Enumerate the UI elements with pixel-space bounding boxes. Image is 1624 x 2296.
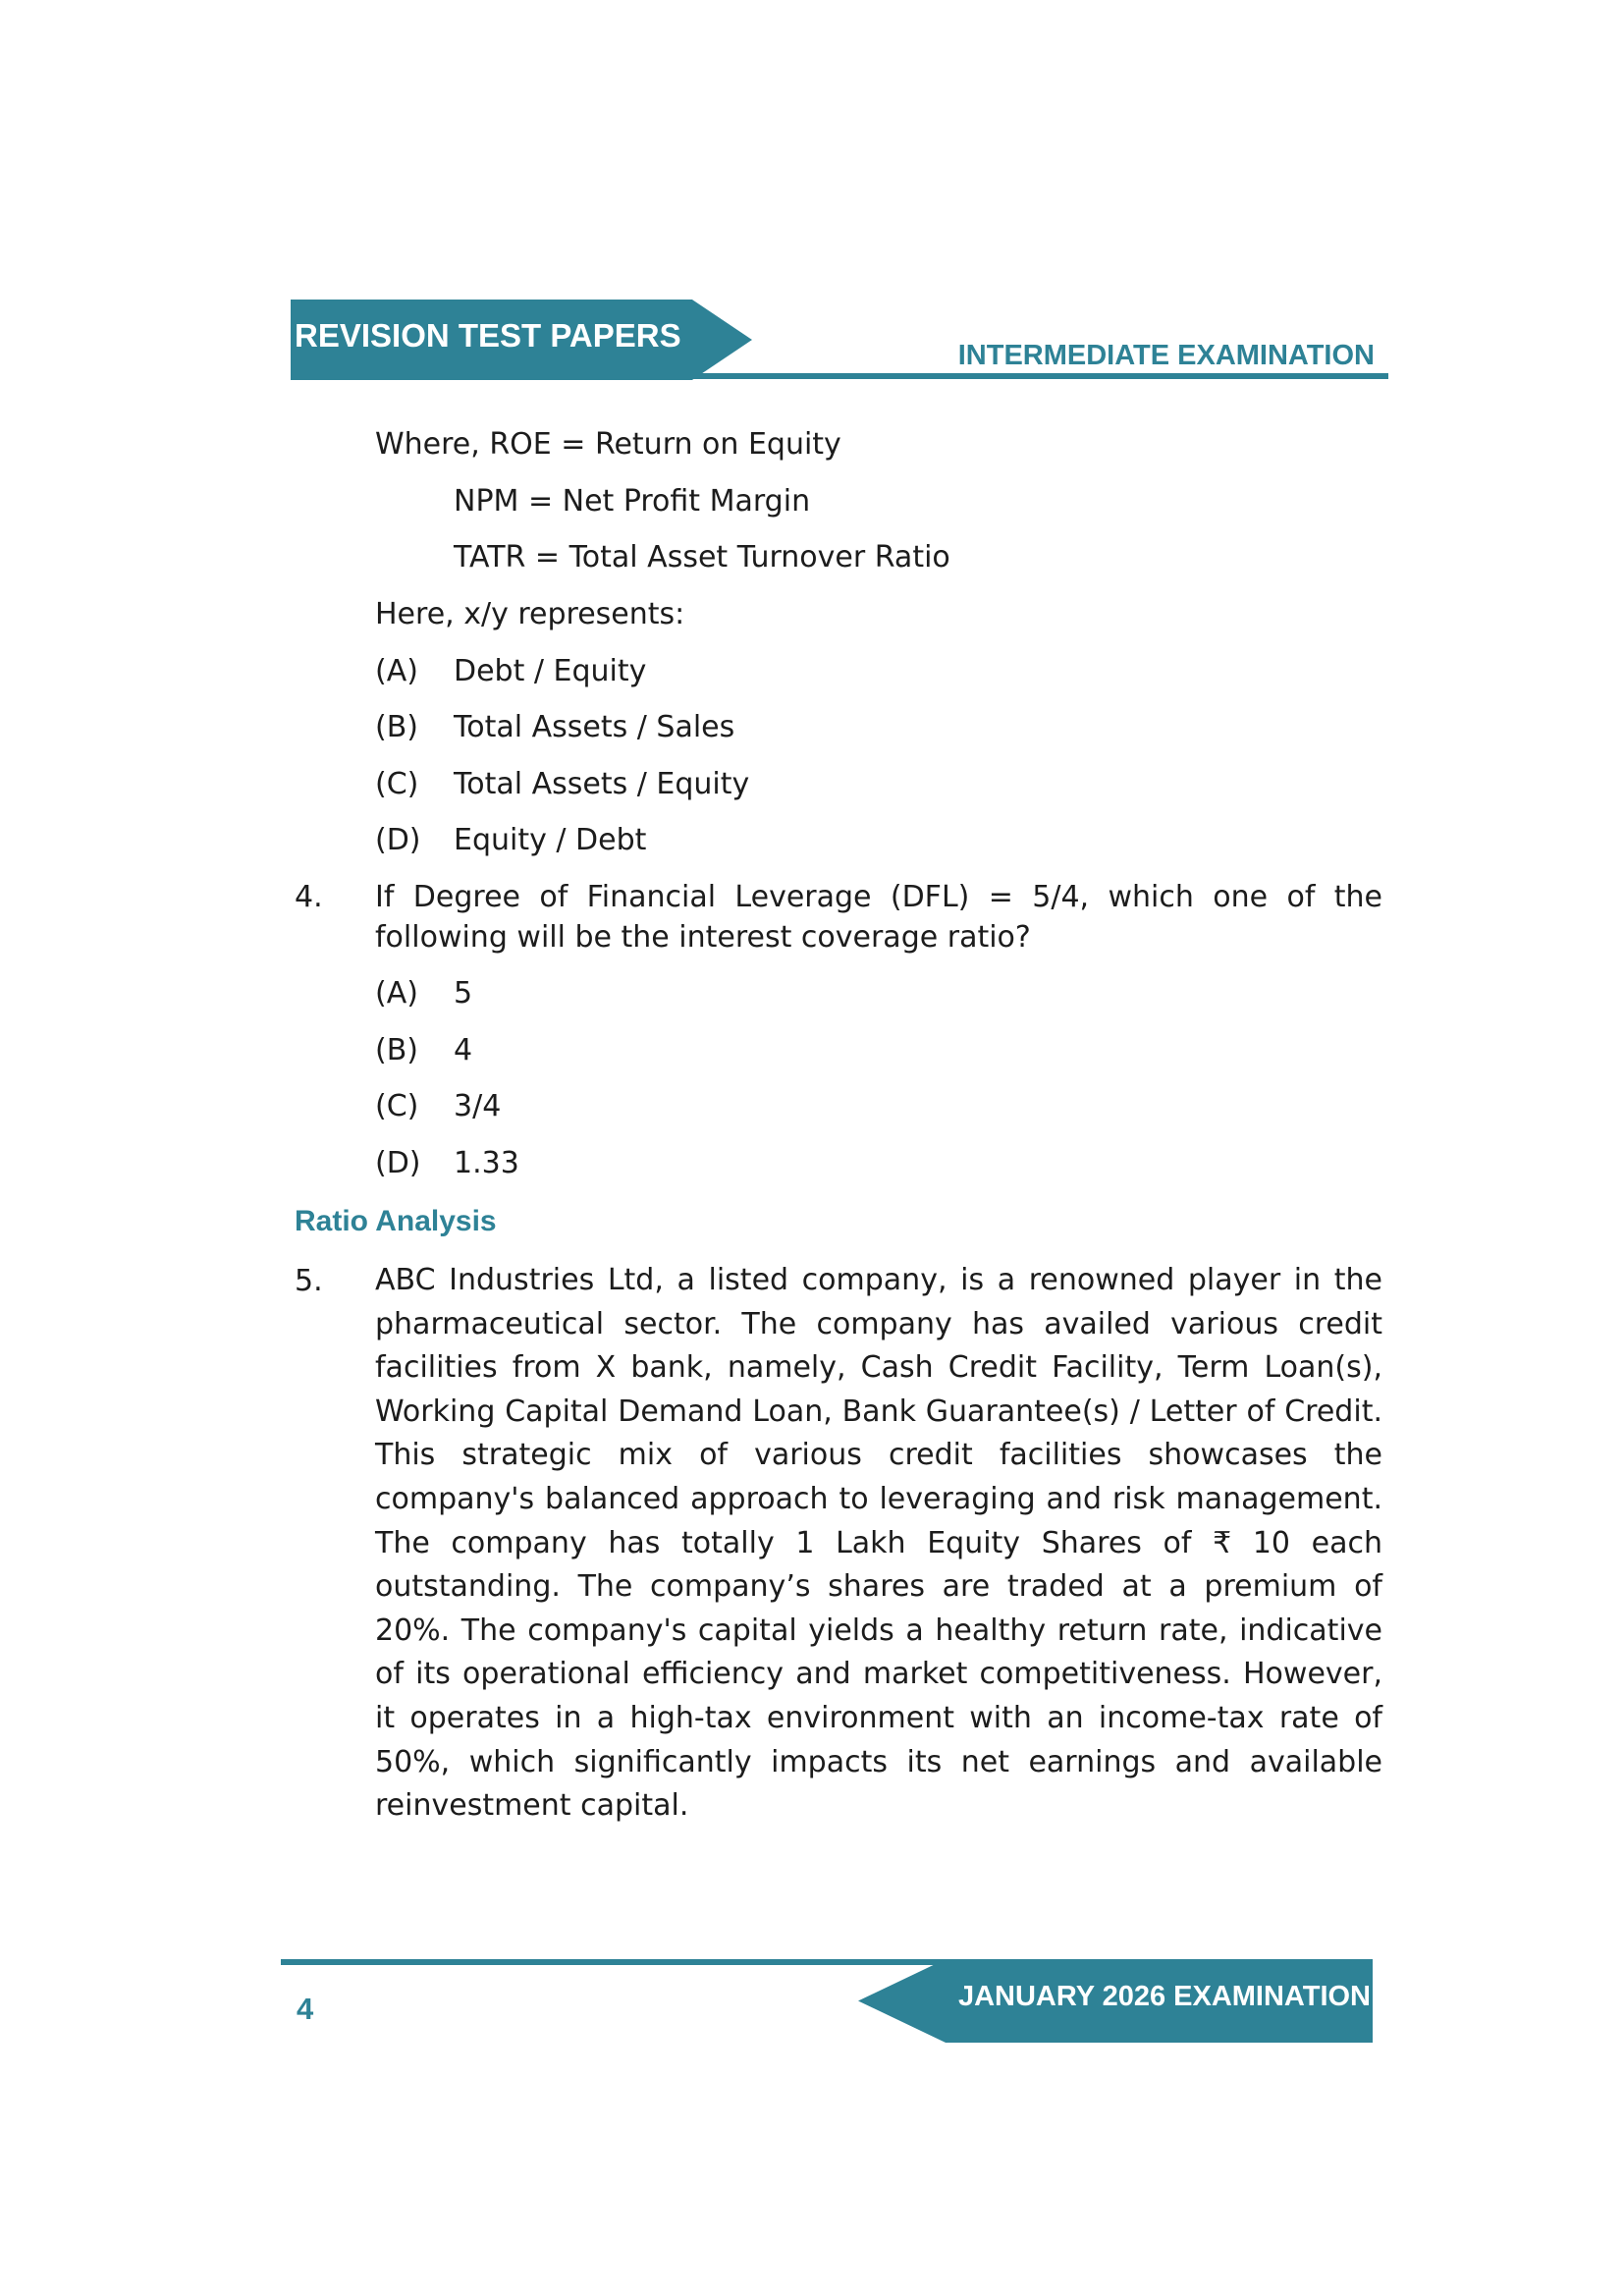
option-text: 5: [454, 976, 473, 1011]
option-text: Total Assets / Sales: [454, 710, 735, 744]
page-number: 4: [297, 1992, 314, 2026]
option-text: Debt / Equity: [454, 654, 647, 688]
option-letter: (C): [375, 767, 419, 801]
header-rule: [291, 373, 1388, 379]
option-text: 3/4: [454, 1089, 502, 1123]
option-letter: (D): [375, 1146, 421, 1180]
option-letter: (B): [375, 1033, 418, 1067]
section-heading: Ratio Analysis: [295, 1205, 497, 1237]
option-letter: (A): [375, 976, 418, 1011]
option-text: Equity / Debt: [454, 823, 647, 857]
option-letter: (A): [375, 654, 418, 688]
option-text: Total Assets / Equity: [454, 767, 750, 801]
legend-roe: Where, ROE = Return on Equity: [375, 427, 841, 462]
question-number: 5.: [295, 1264, 323, 1298]
header-title: REVISION TEST PAPERS: [295, 317, 681, 354]
question-4-text: If Degree of Financial Leverage (DFL) = 5/4, which one of the following will be the interest coverage ratio?: [375, 880, 1382, 955]
legend-tatr: TATR = Total Asset Turnover Ratio: [454, 540, 950, 574]
legend-npm: NPM = Net Profit Margin: [454, 484, 811, 519]
option-text: 1.33: [454, 1146, 519, 1180]
question-number: 4.: [295, 880, 323, 914]
option-letter: (B): [375, 710, 418, 744]
option-text: 4: [454, 1033, 473, 1067]
footer-exam-label: JANUARY 2026 EXAMINATION: [957, 1981, 1371, 2012]
option-letter: (D): [375, 823, 421, 857]
header-exam-label: INTERMEDIATE EXAMINATION: [957, 340, 1375, 371]
question-5-text: ABC Industries Ltd, a listed company, is a renowned player in the pharmaceutical sector. The company has availed various credit facilities from X bank, namely, Cash Credit Facility, Term Loan(s), Working Capital Demand Loan, Bank Guarantee(s) / Letter of Credit. This strategic mix of various credit facilities showcases the company's balanced approach to leveraging and risk management. The company has totally 1 Lakh Equity Shares of ₹ 10 each outstanding. The company’s shares are traded at a premium of 20%. The company's capital yields a healthy return rate, indicative of its operational efficiency and market competitiveness. However, it operates in a high-tax environment with an income-tax rate of 50%, which significantly impacts its net earnings and available reinvestment capital.: [375, 1263, 1382, 1824]
option-letter: (C): [375, 1089, 419, 1123]
legend-here: Here, x/y represents:: [375, 597, 685, 631]
